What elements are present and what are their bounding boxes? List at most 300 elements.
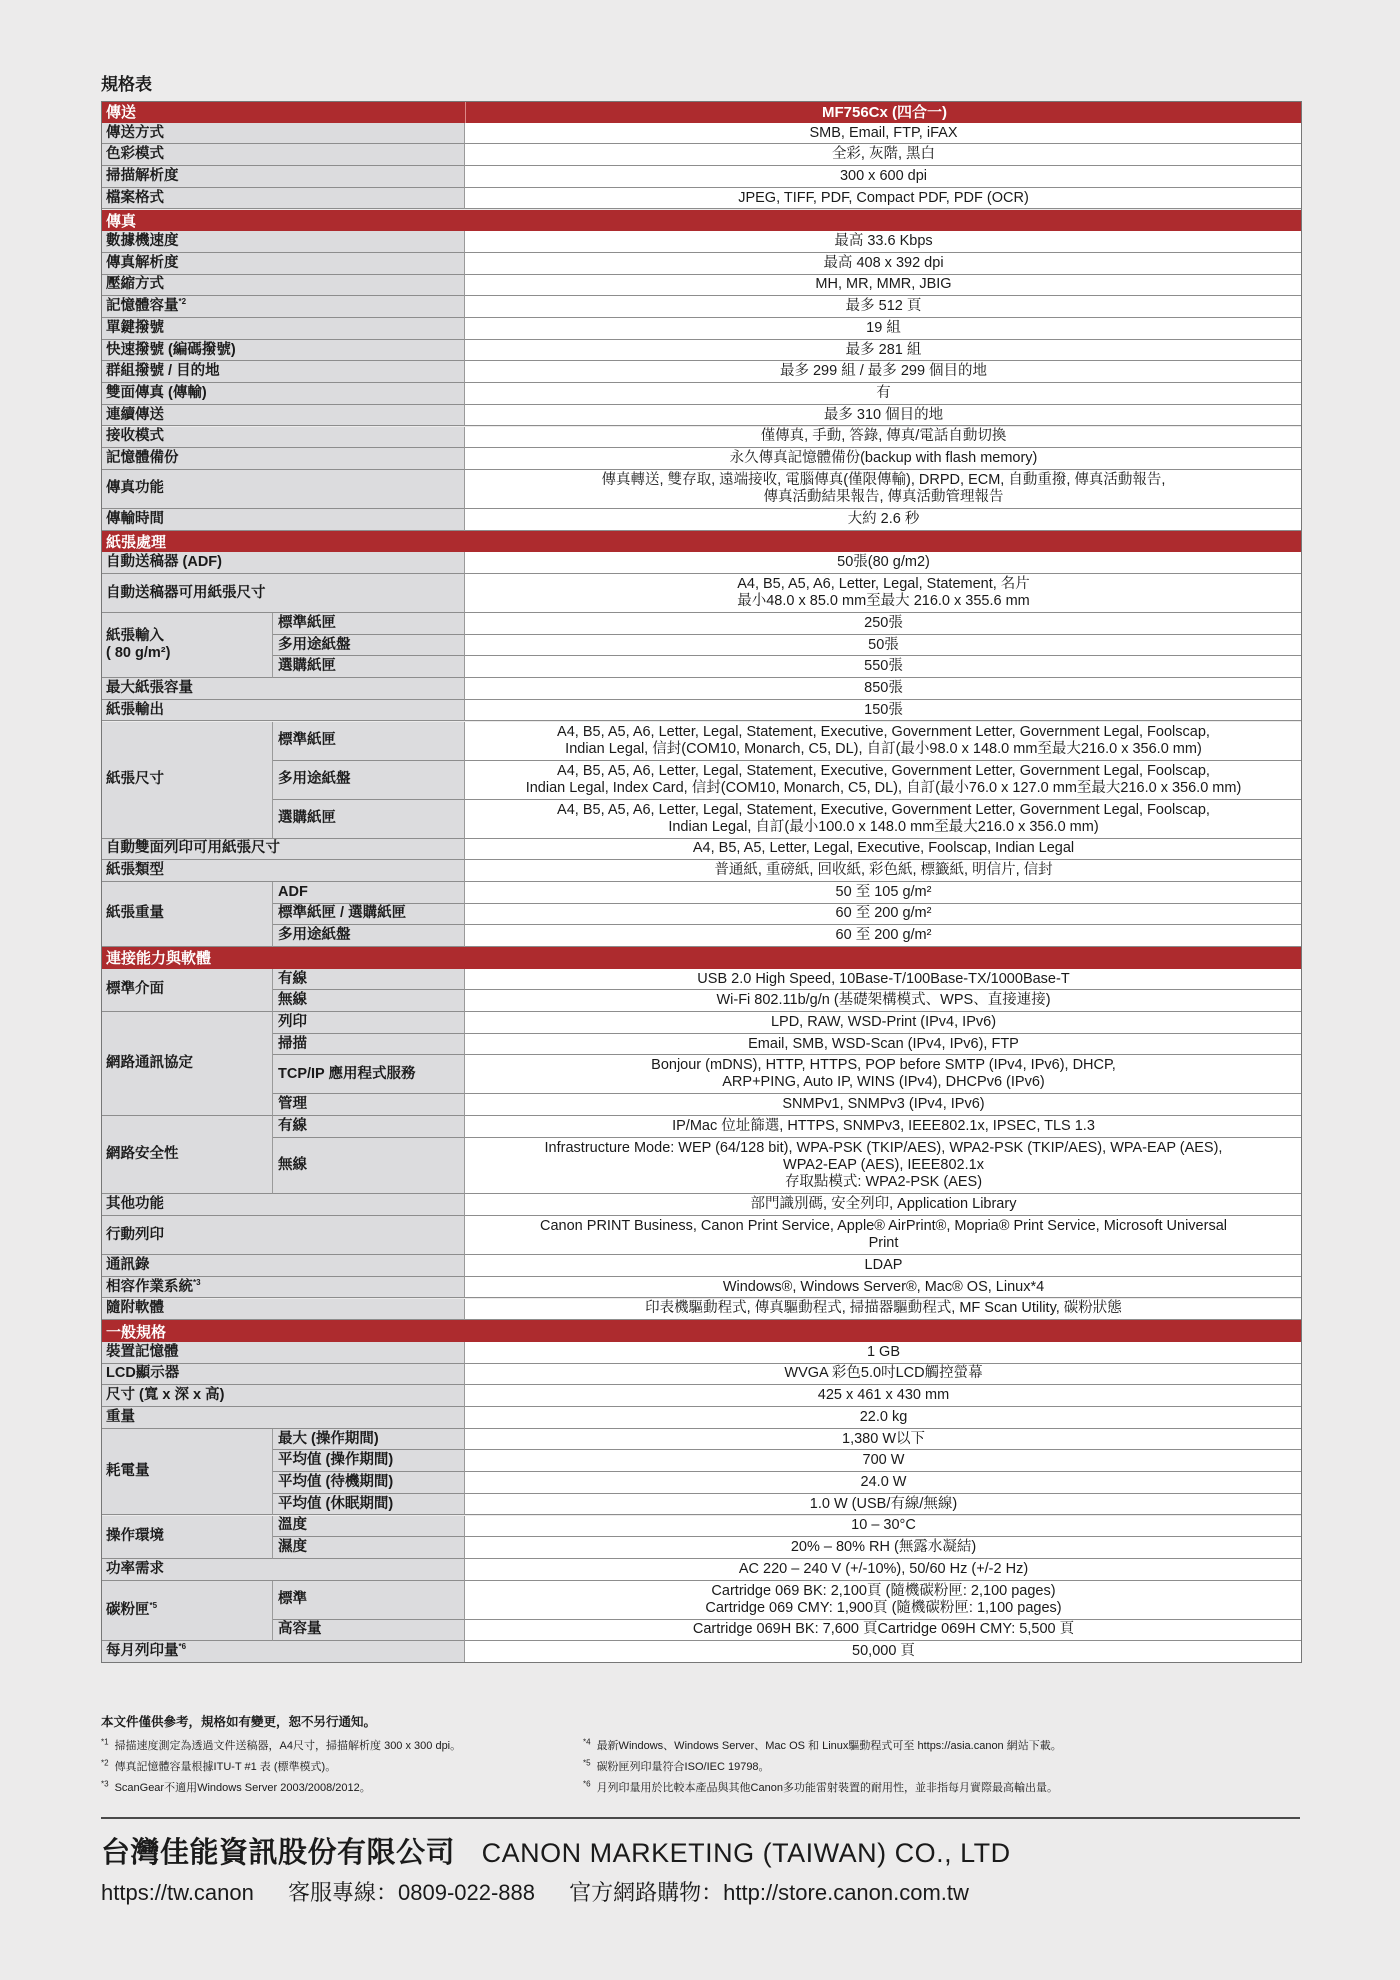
label-text: 紙張類型 — [106, 862, 164, 879]
label-text: 壓縮方式 — [106, 276, 164, 293]
spec-subrow — [101, 1472, 1302, 1494]
label-text: 傳真解析度 — [106, 254, 179, 271]
value-line: 550張 — [864, 658, 903, 675]
spec-row-group — [101, 1429, 1302, 1516]
spec-row — [101, 1385, 1302, 1407]
spec-row — [101, 166, 1302, 188]
spec-label — [101, 552, 465, 574]
spec-row-group — [101, 882, 1302, 947]
disclaimer: 本文件僅供參考，規格如有變更，恕不另行通知。 — [101, 1715, 377, 1729]
spec-value — [465, 904, 1302, 926]
footnote-text: 月列印量用於比較本產品與其他Canon多功能雷射裝置的耐用性，並非指每月實際最高輸出量。 — [596, 1782, 1058, 1794]
label-text: 記憶體備份 — [106, 450, 179, 467]
label-text: 紙張重量 — [106, 905, 164, 922]
label-text: 列印 — [278, 1013, 307, 1030]
spec-row — [101, 574, 1302, 613]
company-name-zh: 台灣佳能資訊股份有限公司 — [101, 1837, 456, 1869]
section-title: 一般規格 — [106, 1323, 167, 1341]
footnote-marker: *5 — [149, 1601, 158, 1611]
spec-value — [465, 1494, 1302, 1516]
label-text: 平均值 (待機期間) — [278, 1473, 394, 1490]
label-text: 最大紙張容量 — [106, 679, 193, 696]
value-line: IP/Mac 位址篩選, HTTPS, SNMPv3, IEEE802.1x, IPSEC, TLS 1.3 — [672, 1118, 1095, 1135]
spec-label — [101, 427, 465, 449]
value-line: Email, SMB, WSD-Scan (IPv4, IPv6), FTP — [748, 1035, 1019, 1052]
label-text: 傳送方式 — [106, 124, 164, 141]
spec-value — [465, 1216, 1302, 1255]
footnote-4 — [583, 1737, 1062, 1753]
value-line: A4, B5, A5, A6, Letter, Legal, Statement, Executive, Government Letter, Government Legal, Foolscap, — [557, 762, 1210, 779]
footnote-text: ScanGear不適用Windows Server 2003/2008/2012。 — [114, 1782, 371, 1794]
label-text: 有線 — [278, 970, 307, 987]
spec-label — [101, 1342, 465, 1364]
spec-row — [101, 839, 1302, 861]
spec-label — [273, 1472, 465, 1494]
spec-value — [465, 969, 1302, 991]
value-line: 24.0 W — [860, 1473, 907, 1490]
spec-label — [101, 839, 465, 861]
spec-label — [101, 1194, 465, 1216]
spec-value — [465, 1450, 1302, 1472]
label-text: 無線 — [278, 1157, 307, 1174]
store-link[interactable]: 官方網路購物：http://store.canon.com.tw — [569, 1880, 969, 1905]
value-line: 永久傳真記憶體備份(backup with flash memory) — [729, 450, 1038, 467]
footnotes — [101, 1712, 1302, 1740]
spec-label — [101, 231, 465, 253]
label-subtext: ( 80 g/m²) — [106, 645, 171, 662]
footer-divider — [101, 1817, 1300, 1819]
spec-value — [465, 800, 1302, 839]
label-text: 網路通訊協定 — [106, 1055, 193, 1072]
spec-value — [465, 1138, 1302, 1195]
value-line: 印表機驅動程式, 傳真驅動程式, 掃描器驅動程式, MF Scan Utility, 碳粉狀態 — [645, 1300, 1122, 1317]
spec-value — [465, 761, 1302, 800]
spec-value — [465, 1581, 1302, 1620]
spec-row — [101, 1641, 1302, 1663]
spec-row-group — [101, 613, 1302, 678]
footnote-3 — [101, 1779, 371, 1795]
spec-label — [101, 361, 465, 383]
label-text: 標準紙匣 — [278, 732, 336, 748]
spec-row — [101, 448, 1302, 470]
value-line: 60 至 200 g/m² — [835, 927, 932, 944]
spec-value — [465, 448, 1302, 470]
spec-value — [465, 405, 1302, 427]
value-line: 最多 299 組 / 最多 299 個目的地 — [779, 363, 988, 380]
spec-value — [465, 678, 1302, 700]
spec-label — [101, 1299, 465, 1321]
spec-value — [465, 509, 1302, 531]
label-text: 記憶體容量 — [106, 298, 179, 315]
spec-value — [465, 635, 1302, 657]
spec-label — [273, 1450, 465, 1472]
spec-subrow — [101, 1034, 1302, 1056]
label-text: 單鍵撥號 — [106, 319, 164, 336]
spec-label — [273, 882, 465, 904]
spec-value — [465, 722, 1302, 761]
spec-label — [273, 1055, 465, 1094]
spec-subrow — [101, 1138, 1302, 1195]
label-text: 接收模式 — [106, 428, 164, 445]
spec-value — [465, 123, 1302, 145]
spec-label — [101, 509, 465, 531]
value-line: Wi-Fi 802.11b/g/n (基礎架構模式、WPS、直接連接) — [716, 992, 1051, 1009]
value-line: WPA2-EAP (AES), IEEE802.1x — [783, 1157, 984, 1174]
spec-subrow — [101, 882, 1302, 904]
spec-label — [101, 448, 465, 470]
spec-label — [101, 123, 465, 145]
spec-label — [101, 1277, 465, 1299]
spec-row — [101, 1194, 1302, 1216]
value-line: 1.0 W (USB/有線/無線) — [809, 1495, 958, 1512]
value-line: 存取點模式: WPA2-PSK (AES) — [784, 1174, 983, 1191]
spec-label — [101, 144, 465, 166]
spec-value — [465, 656, 1302, 678]
footnote-2 — [101, 1758, 336, 1774]
spec-row-group — [101, 1116, 1302, 1194]
spec-label — [101, 166, 465, 188]
value-line: Indian Legal, 自訂(最小100.0 x 148.0 mm至最大216.0 x 356.0 mm) — [668, 818, 1099, 835]
spec-label — [101, 188, 465, 210]
spec-row-group — [101, 1012, 1302, 1116]
spec-value — [465, 1094, 1302, 1116]
label-text: 其他功能 — [106, 1196, 164, 1213]
value-line: 最小48.0 x 85.0 mm至最大 216.0 x 355.6 mm — [737, 593, 1030, 609]
spec-row — [101, 700, 1302, 722]
value-line: 20% – 80% RH (無露水凝結) — [790, 1539, 977, 1556]
value-line: Infrastructure Mode: WEP (64/128 bit), WPA-PSK (TKIP/AES), WPA2-PSK (TKIP/AES), WPA-EAP (AES), — [544, 1140, 1223, 1157]
label-text: 尺寸 (寬 x 深 x 高) — [106, 1387, 225, 1404]
label-text: 隨附軟體 — [106, 1300, 164, 1317]
label-text: 每月列印量 — [106, 1643, 179, 1660]
spec-row-group — [101, 722, 1302, 839]
spec-value — [465, 427, 1302, 449]
spec-row-group — [101, 1581, 1302, 1642]
spec-subrow — [101, 969, 1302, 991]
value-line: 700 W — [862, 1452, 905, 1469]
value-line: 60 至 200 g/m² — [835, 905, 932, 922]
label-text: 平均值 (休眠期間) — [278, 1495, 394, 1512]
section-title: 傳真 — [106, 212, 137, 230]
value-line: 850張 — [864, 679, 903, 696]
spec-row — [101, 296, 1302, 318]
spec-subrow — [101, 1094, 1302, 1116]
model-name: MF756Cx (四合一) — [465, 101, 1303, 123]
label-text: 無線 — [278, 992, 307, 1009]
spec-row — [101, 470, 1302, 509]
label-text: 自動雙面列印可用紙張尺寸 — [106, 840, 280, 857]
spec-subrow — [101, 613, 1302, 635]
spec-row — [101, 1364, 1302, 1386]
spec-label — [273, 800, 465, 839]
value-line: Canon PRINT Business, Canon Print Service, Apple® AirPrint®, Mopria® Print Service, Microsoft Universal — [540, 1218, 1227, 1235]
spec-label — [273, 1094, 465, 1116]
label-text: 相容作業系統 — [106, 1278, 193, 1295]
company-name-en: CANON MARKETING (TAIWAN) CO., LTD — [481, 1838, 1011, 1868]
value-line: 1,380 W以下 — [842, 1430, 925, 1447]
section-header-3 — [101, 947, 1302, 969]
spec-label — [101, 275, 465, 297]
spec-row — [101, 231, 1302, 253]
value-line: 部門識別碼, 安全列印, Application Library — [750, 1196, 1017, 1213]
spec-subrow — [101, 722, 1302, 761]
spec-row — [101, 860, 1302, 882]
label-text: 快速撥號 (編碼撥號) — [106, 341, 236, 358]
label-text: LCD顯示器 — [106, 1365, 180, 1382]
spec-value — [465, 1277, 1302, 1299]
label-text: 色彩模式 — [106, 146, 164, 163]
value-line: 1 GB — [866, 1343, 901, 1360]
footnote-marker: *4 — [583, 1737, 591, 1747]
footnote-marker: *5 — [583, 1758, 591, 1768]
value-line: 僅傳真, 手動, 答錄, 傳真/電話自動切換 — [760, 428, 1007, 445]
value-line: Bonjour (mDNS), HTTP, HTTPS, POP before SMTP (IPv4, IPv6), DHCP, — [651, 1057, 1116, 1074]
value-line: 50張(80 g/m2) — [837, 554, 930, 571]
spec-subrow — [101, 1055, 1302, 1094]
value-line: 最高 33.6 Kbps — [834, 233, 933, 250]
spec-value — [465, 1537, 1302, 1559]
value-line: 10 – 30°C — [851, 1517, 916, 1534]
spec-subrow — [101, 656, 1302, 678]
page-title: 規格表 — [101, 75, 152, 94]
value-line: A4, B5, A5, A6, Letter, Legal, Statement, Executive, Government Letter, Government Legal, Foolscap, — [557, 801, 1210, 818]
spec-label — [101, 1385, 465, 1407]
spec-row — [101, 1255, 1302, 1277]
section-title: 傳送 — [106, 104, 137, 122]
value-line: A4, B5, A5, Letter, Legal, Executive, Foolscap, Indian Legal — [692, 840, 1075, 857]
spec-label — [101, 253, 465, 275]
value-line: LDAP — [864, 1256, 903, 1273]
spec-value — [465, 839, 1302, 861]
spec-subrow — [101, 1537, 1302, 1559]
label-text: 傳真功能 — [106, 480, 164, 497]
label-text: 多用途紙盤 — [278, 927, 351, 944]
label-text: 重量 — [106, 1408, 135, 1425]
value-line: 150張 — [864, 701, 903, 718]
spec-label — [101, 1216, 465, 1255]
spec-row — [101, 1299, 1302, 1321]
footnote-marker: *3 — [193, 1277, 201, 1287]
section-header-2 — [101, 531, 1302, 553]
value-line: Indian Legal, 信封(COM10, Monarch, C5, DL), 自訂(最小98.0 x 148.0 mm至最大216.0 x 356.0 mm) — [565, 740, 1202, 757]
spec-row — [101, 427, 1302, 449]
spec-subrow — [101, 1516, 1302, 1538]
spec-value — [465, 882, 1302, 904]
spec-row-group — [101, 969, 1302, 1012]
spec-value — [465, 1194, 1302, 1216]
spec-value — [465, 700, 1302, 722]
spec-row — [101, 405, 1302, 427]
spec-row — [101, 509, 1302, 531]
section-header-0 — [101, 101, 1302, 123]
spec-label — [101, 340, 465, 362]
label-text: 操作環境 — [106, 1528, 164, 1545]
spec-label — [101, 470, 465, 509]
label-text: 標準介面 — [106, 981, 164, 998]
spec-row-group — [101, 1516, 1302, 1559]
company-name — [101, 1830, 1011, 1871]
label-text: 選購紙匣 — [278, 658, 336, 675]
value-line: Cartridge 069 BK: 2,100頁 (隨機碳粉匣: 2,100 pages) — [711, 1582, 1056, 1599]
label-text: 自動送稿器可用紙張尺寸 — [106, 584, 266, 601]
spec-value — [465, 1516, 1302, 1538]
value-line: WVGA 彩色5.0吋LCD觸控螢幕 — [784, 1365, 983, 1382]
spec-row — [101, 188, 1302, 210]
spec-value — [465, 1055, 1302, 1094]
spec-value — [465, 253, 1302, 275]
spec-value — [465, 340, 1302, 362]
label-text: 溫度 — [278, 1517, 307, 1534]
spec-label — [101, 1559, 465, 1581]
spec-label — [273, 1494, 465, 1516]
value-line: Cartridge 069 CMY: 1,900頁 (隨機碳粉匣: 1,100 pages) — [705, 1599, 1062, 1616]
label-text: 掃描解析度 — [106, 167, 179, 184]
label-text: 紙張輸入 — [106, 628, 164, 645]
spec-label — [101, 1364, 465, 1386]
label-text: 標準 — [278, 1591, 307, 1608]
value-line: SMB, Email, FTP, iFAX — [809, 124, 958, 141]
label-text: TCP/IP 應用程式服務 — [278, 1065, 416, 1082]
footnote-marker: *6 — [583, 1779, 591, 1789]
spec-row — [101, 1559, 1302, 1581]
label-text: 最大 (操作期間) — [278, 1430, 379, 1447]
label-text: 掃描 — [278, 1035, 307, 1052]
spec-row — [101, 1277, 1302, 1299]
value-line: ARP+PING, Auto IP, WINS (IPv4), DHCPv6 (IPv6) — [722, 1074, 1045, 1091]
value-line: JPEG, TIFF, PDF, Compact PDF, PDF (OCR) — [738, 189, 1029, 206]
value-line: 傳真活動結果報告, 傳真活動管理報告 — [763, 488, 1004, 505]
spec-label — [273, 1138, 465, 1195]
spec-value — [465, 1034, 1302, 1056]
spec-label — [101, 860, 465, 882]
spec-value — [465, 1559, 1302, 1581]
spec-label — [101, 296, 465, 318]
spec-row — [101, 361, 1302, 383]
label-text: 網路安全性 — [106, 1146, 179, 1163]
label-text: 紙張輸出 — [106, 701, 164, 718]
spec-value — [465, 1364, 1302, 1386]
spec-row — [101, 678, 1302, 700]
website-link[interactable]: https://tw.canon — [101, 1880, 254, 1905]
spec-row — [101, 1407, 1302, 1429]
label-text: 碳粉匣 — [106, 1601, 150, 1618]
value-line: 有 — [876, 384, 891, 401]
spec-value — [465, 1342, 1302, 1364]
label-text: 群組撥號 / 目的地 — [106, 363, 220, 380]
spec-row — [101, 253, 1302, 275]
value-line: 22.0 kg — [859, 1408, 908, 1425]
value-line: 大約 2.6 秒 — [847, 510, 920, 527]
spec-row — [101, 1216, 1302, 1255]
value-line: Print — [868, 1235, 899, 1252]
label-text: 傳輸時間 — [106, 510, 164, 527]
spec-label — [273, 969, 465, 991]
spec-label — [273, 1012, 465, 1034]
spec-value — [465, 1472, 1302, 1494]
label-text: 功率需求 — [106, 1560, 164, 1577]
label-text: ADF — [278, 883, 308, 900]
value-line: Windows®, Windows Server®, Mac® OS, Linux*4 — [722, 1278, 1045, 1295]
spec-subrow — [101, 1620, 1302, 1642]
value-line: SNMPv1, SNMPv3 (IPv4, IPv6) — [782, 1096, 985, 1113]
label-text: 數據機速度 — [106, 233, 179, 250]
label-text: 裝置記憶體 — [106, 1343, 179, 1360]
spec-value — [465, 1116, 1302, 1138]
label-text: 多用途紙盤 — [278, 771, 351, 787]
spec-label — [101, 318, 465, 340]
spec-label — [273, 1537, 465, 1559]
spec-label — [273, 1034, 465, 1056]
value-line: 19 組 — [866, 319, 901, 336]
value-line: A4, B5, A5, A6, Letter, Legal, Statement, 名片 — [737, 576, 1030, 592]
spec-subrow — [101, 1116, 1302, 1138]
spec-row — [101, 275, 1302, 297]
footnote-marker: *2 — [178, 297, 187, 307]
value-line: Indian Legal, Index Card, 信封(COM10, Monarch, C5, DL), 自訂(最小76.0 x 127.0 mm至最大216.0 x 356.0 mm) — [525, 779, 1242, 796]
spec-subrow — [101, 800, 1302, 839]
spec-value — [465, 166, 1302, 188]
value-line: 425 x 461 x 430 mm — [817, 1387, 950, 1404]
label-text: 標準紙匣 / 選購紙匣 — [278, 905, 407, 922]
spec-row — [101, 318, 1302, 340]
label-text: 檔案格式 — [106, 189, 164, 206]
section-header-1 — [101, 210, 1302, 232]
section-title: 紙張處理 — [106, 533, 167, 551]
footnote-text: 碳粉匣列印量符合ISO/IEC 19798。 — [596, 1761, 770, 1773]
footnote-6 — [583, 1779, 1058, 1795]
spec-subrow — [101, 1450, 1302, 1472]
spec-label — [273, 1620, 465, 1642]
value-line: 傳真轉送, 雙存取, 遠端接收, 電腦傳真(僅限傳輸), DRPD, ECM, 自動重撥, 傳真活動報告, — [601, 471, 1166, 488]
spec-value — [465, 613, 1302, 635]
spec-subrow — [101, 925, 1302, 947]
label-text: 通訊錄 — [106, 1256, 150, 1273]
spec-value — [465, 1255, 1302, 1277]
value-line: LPD, RAW, WSD-Print (IPv4, IPv6) — [770, 1013, 997, 1030]
spec-label — [273, 1516, 465, 1538]
spec-label — [101, 574, 465, 613]
hotline: 客服專線：0809-022-888 — [288, 1880, 536, 1905]
spec-subrow — [101, 1581, 1302, 1620]
spec-value — [465, 1407, 1302, 1429]
spec-label — [273, 613, 465, 635]
spec-value — [465, 1429, 1302, 1451]
spec-row — [101, 383, 1302, 405]
spec-label — [273, 722, 465, 761]
spec-label — [101, 700, 465, 722]
contact-info — [101, 1876, 997, 1907]
spec-value — [465, 552, 1302, 574]
label-text: 耗電量 — [106, 1463, 150, 1480]
label-text: 濕度 — [278, 1539, 307, 1556]
footnote-text: 最新Windows、Windows Server、Mac OS 和 Linux驅動程式可至 https://asia.canon 網站下載。 — [596, 1740, 1062, 1752]
footnote-marker: *1 — [101, 1737, 109, 1747]
value-line: MH, MR, MMR, JBIG — [815, 276, 952, 293]
value-line: 50 至 105 g/m² — [835, 883, 932, 900]
spec-value — [465, 470, 1302, 509]
spec-label — [273, 1116, 465, 1138]
spec-subrow — [101, 990, 1302, 1012]
spec-value — [465, 1620, 1302, 1642]
label-text: 平均值 (操作期間) — [278, 1452, 394, 1469]
spec-value — [465, 275, 1302, 297]
spec-label — [101, 1407, 465, 1429]
value-line: 300 x 600 dpi — [839, 167, 928, 184]
spec-value — [465, 231, 1302, 253]
spec-value — [465, 383, 1302, 405]
spec-subrow — [101, 761, 1302, 800]
spec-label — [273, 1429, 465, 1451]
